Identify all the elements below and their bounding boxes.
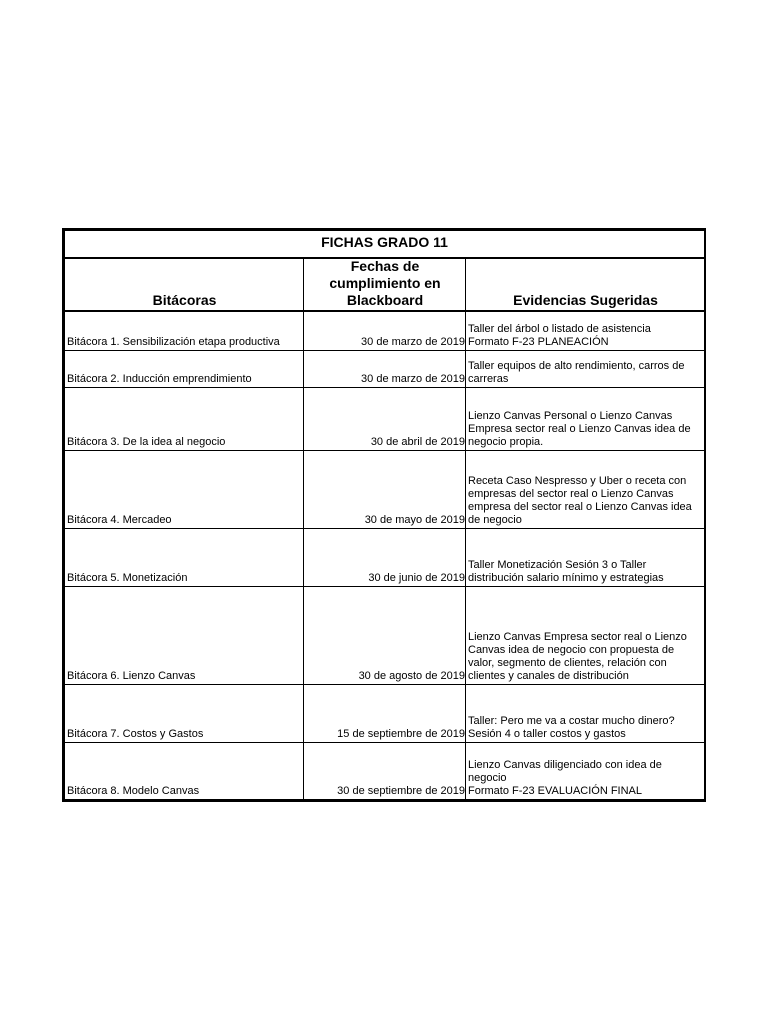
table-row — [65, 528, 705, 586]
table-row — [65, 387, 705, 450]
row-date: 30 de agosto de 2019 — [304, 586, 466, 684]
table-row — [65, 311, 705, 350]
row-evidence — [466, 350, 705, 387]
evidence-line: Lienzo Canvas Personal o Lienzo Canvas Empresa sector real o Lienzo Canvas idea de negocio propia. — [468, 409, 691, 448]
header-fechas — [304, 258, 466, 311]
header-row — [65, 258, 705, 311]
row-date: 30 de septiembre de 2019 — [304, 742, 466, 799]
evidence-line: Taller Monetización Sesión 3 o Taller distribución salario mínimo y estrategias — [468, 558, 664, 584]
row-evidence — [466, 387, 705, 450]
row-evidence — [466, 450, 705, 528]
title-row — [65, 231, 705, 259]
evidence-line: Lienzo Canvas diligenciado con idea de negocio — [468, 758, 662, 784]
table-title: FICHAS GRADO 11 — [65, 231, 705, 259]
row-date: 30 de abril de 2019 — [304, 387, 466, 450]
header-evidencias: Evidencias Sugeridas — [466, 258, 705, 311]
row-name: Bitácora 4. Mercadeo — [65, 450, 304, 528]
table-row — [65, 742, 705, 799]
row-name: Bitácora 1. Sensibilización etapa productiva — [65, 311, 304, 350]
row-name: Bitácora 6. Lienzo Canvas — [65, 586, 304, 684]
row-date: 30 de marzo de 2019 — [304, 350, 466, 387]
evidence-line: Taller equipos de alto rendimiento, carros de carreras — [468, 359, 685, 385]
evidence-line: Taller: Pero me va a costar mucho dinero? — [468, 714, 675, 727]
evidence-line: Sesión 4 o taller costos y gastos — [468, 727, 626, 740]
row-date: 30 de marzo de 2019 — [304, 311, 466, 350]
row-name: Bitácora 8. Modelo Canvas — [65, 742, 304, 799]
row-name: Bitácora 2. Inducción emprendimiento — [65, 350, 304, 387]
table-row — [65, 586, 705, 684]
table-row — [65, 684, 705, 742]
evidence-line: Formato F-23 PLANEACIÓN — [468, 335, 609, 348]
row-date: 15 de septiembre de 2019 — [304, 684, 466, 742]
evidence-line: Formato F-23 EVALUACIÓN FINAL — [468, 784, 643, 797]
row-evidence — [466, 528, 705, 586]
row-name: Bitácora 5. Monetización — [65, 528, 304, 586]
evidence-line: Lienzo Canvas Empresa sector real o Lienzo Canvas idea de negocio con propuesta de valor, segmento de clientes, relación con clientes y canales de distribución — [468, 630, 687, 682]
row-evidence — [466, 742, 705, 799]
evidence-line: Receta Caso Nespresso y Uber o receta con empresas del sector real o Lienzo Canvas empresa del sector real o Lienzo Canvas idea de negocio — [468, 474, 692, 526]
evidence-line: Taller del árbol o listado de asistencia — [468, 322, 651, 335]
row-date: 30 de junio de 2019 — [304, 528, 466, 586]
row-evidence — [466, 311, 705, 350]
header-fechas-text: Fechas de cumplimiento en Blackboard — [329, 258, 441, 308]
fichas-table — [64, 230, 705, 800]
fichas-table-container — [62, 228, 706, 802]
table-row — [65, 350, 705, 387]
row-date: 30 de mayo de 2019 — [304, 450, 466, 528]
row-name: Bitácora 3. De la idea al negocio — [65, 387, 304, 450]
row-evidence — [466, 586, 705, 684]
row-name: Bitácora 7. Costos y Gastos — [65, 684, 304, 742]
table-row — [65, 450, 705, 528]
header-bitacoras: Bitácoras — [65, 258, 304, 311]
row-evidence — [466, 684, 705, 742]
